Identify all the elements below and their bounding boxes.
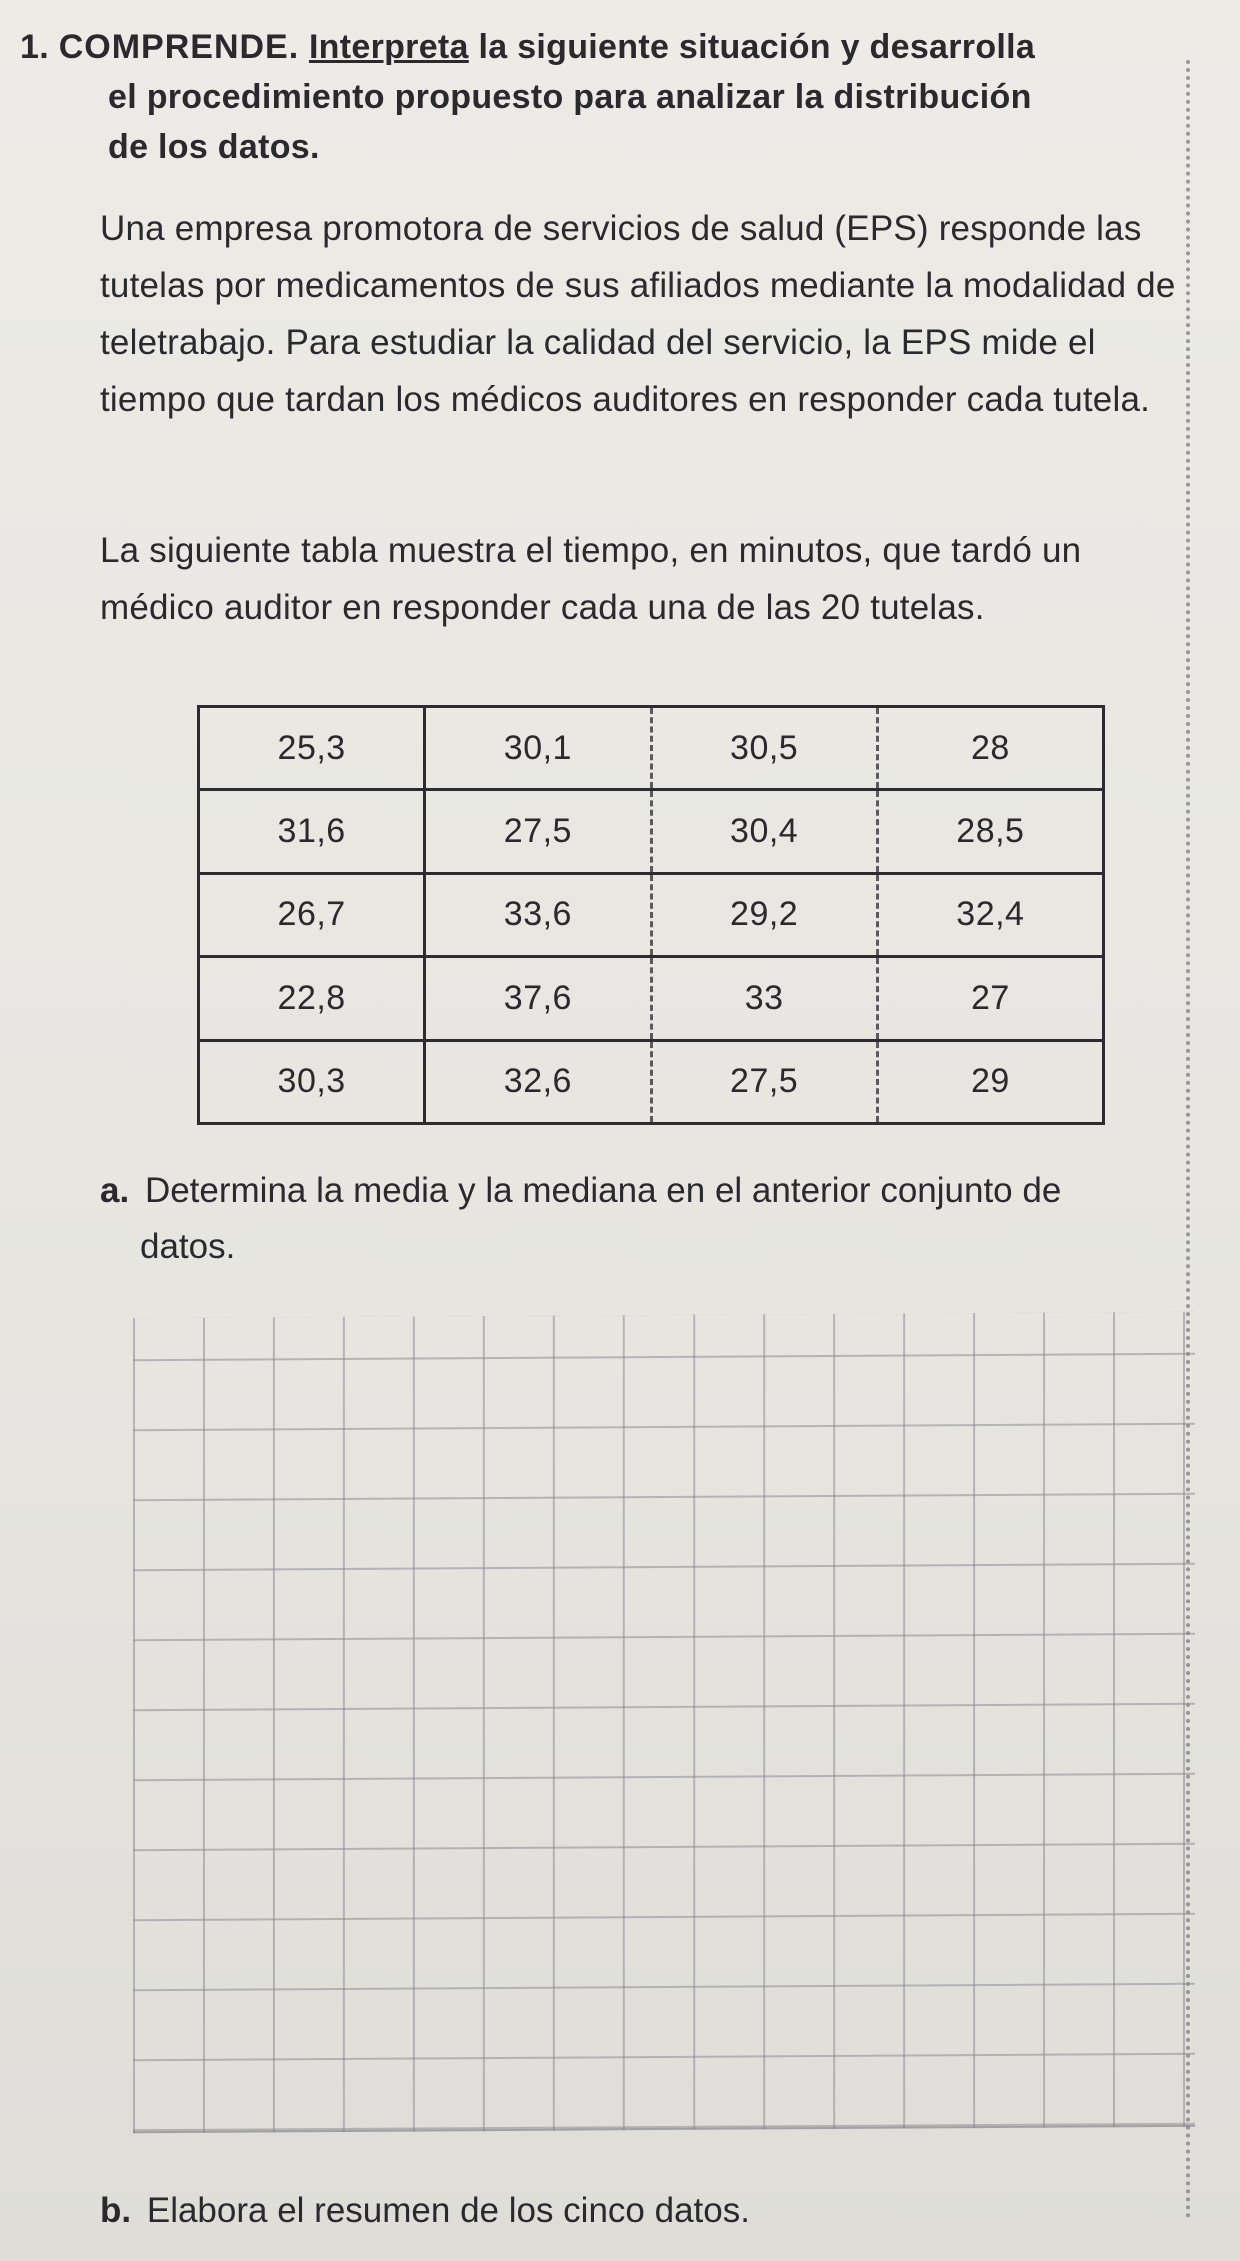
question-b-label: b. (100, 2191, 132, 2230)
table-row (199, 1040, 1104, 1123)
table-cell: 32,4 (877, 873, 1103, 956)
context-paragraph: Una empresa promotora de servicios de salud (EPS) responde las tutelas por medicamentos de sus afiliados mediante la modalidad de teletrabajo. Para estudiar la calidad del servicio, la EPS mide el tiempo que tardan los médicos auditores en responder cada tutela. (100, 209, 1176, 419)
table-row (199, 873, 1104, 956)
table-cell: 33,6 (425, 873, 651, 956)
table-row (199, 707, 1104, 790)
table-cell: 33 (651, 957, 877, 1040)
table-cell: 22,8 (199, 957, 425, 1040)
table-cell: 30,1 (425, 707, 651, 790)
answer-grid[interactable] (133, 1312, 1195, 2133)
table-cell: 30,5 (651, 707, 877, 790)
table-cell: 29 (877, 1040, 1103, 1123)
table-cell: 28 (877, 707, 1103, 790)
question-a-label: a. (100, 1171, 130, 1210)
table-cell: 29,2 (651, 873, 877, 956)
exercise-number: 1. (20, 28, 49, 66)
table-cell: 32,6 (425, 1040, 651, 1123)
exercise-keyword: COMPRENDE. (58, 28, 300, 66)
question-a (100, 1163, 1180, 1275)
table-cell: 30,4 (651, 790, 877, 873)
table-row (199, 790, 1104, 873)
times-table (197, 705, 1105, 1125)
table-cell: 27,5 (425, 790, 651, 873)
exercise-instruction (20, 22, 1170, 172)
question-a-text-line-1: Determina la media y la mediana en el anterior conjunto de (144, 1171, 1062, 1210)
table-cell: 28,5 (877, 790, 1103, 873)
table-row (199, 957, 1104, 1040)
question-b-text: Elabora el resumen de los cinco datos. (146, 2191, 750, 2230)
exercise-underlined-verb: Interpreta (308, 28, 469, 66)
exercise-instruction-line-1: la siguiente situación y desarrolla (468, 28, 1036, 66)
table-cell: 30,3 (199, 1040, 425, 1123)
table-cell: 27,5 (651, 1040, 877, 1123)
table-cell: 25,3 (199, 707, 425, 790)
table-cell: 27 (877, 957, 1103, 1040)
table-cell: 31,6 (199, 790, 425, 873)
question-b (100, 2183, 1180, 2239)
table-intro-paragraph: La siguiente tabla muestra el tiempo, en minutos, que tardó un médico auditor en responder cada una de las 20 tutelas. (100, 531, 1082, 627)
question-a-text-line-2: datos. (140, 1227, 236, 1266)
exercise-instruction-line-3: de los datos. (108, 128, 320, 166)
table-cell: 26,7 (199, 873, 425, 956)
table-cell: 37,6 (425, 957, 651, 1040)
exercise-instruction-line-2: el procedimiento propuesto para analizar la distribución (108, 78, 1032, 116)
